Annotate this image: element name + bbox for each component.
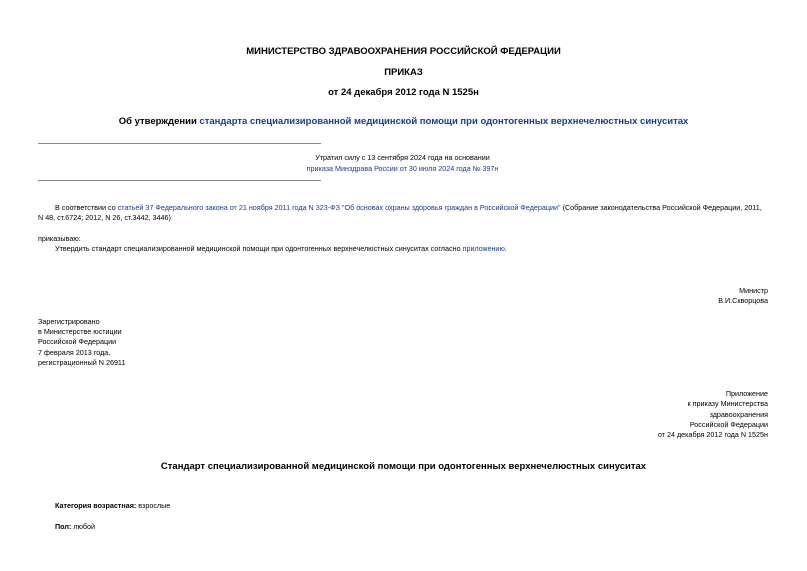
title-prefix: Об утверждении [118,116,200,127]
basis-paragraph-line2: N 48, ст.6724; 2012, N 26, ст.3442, 3446) [38,213,171,222]
age-category-label: Категория возрастная: [55,501,137,510]
order-date: от 24 декабря 2012 года N 1525н [328,87,479,98]
basis-suffix: (Собрание законодательства Российской Федерации, 2011, [560,203,762,212]
appendix-link[interactable]: приложению [462,244,505,253]
registration-line: 7 февраля 2013 года, [38,348,111,357]
registration-line: в Министерстве юстиции [38,327,122,336]
notice-line: Утратил силу с 13 сентября 2024 года на основании [315,153,490,162]
age-category-value: взрослые [136,501,171,510]
basis-paragraph [55,203,762,213]
federal-law-link[interactable]: статьей 37 Федерального закона от 21 ноября 2011 года N 323-ФЗ "Об основах охраны здоровья граждан в Российской Федерации" [117,203,561,212]
approve-suffix: . [504,244,507,253]
basis-prefix: В соответствии со [55,203,118,212]
order-verb: приказываю: [38,234,81,243]
order-heading: ПРИКАЗ [384,67,423,78]
registration-line: Зарегистрировано [38,317,100,326]
standard-title: Стандарт специализированной медицинской помощи при одонтогенных верхнечелюстных синуситах [160,461,647,472]
appendix-line: Приложение [725,389,768,398]
appendix-line: здравоохранения [709,410,768,419]
sex-category-value: любой [71,522,96,531]
signature-name: В.И.Скворцова [718,296,768,305]
registration-line: регистрационный N 26911 [38,358,126,367]
ministry-heading: МИНИСТЕРСТВО ЗДРАВООХРАНЕНИЯ РОССИЙСКОЙ ФЕДЕРАЦИИ [246,46,561,57]
sex-category-label: Пол: [55,522,72,531]
appendix-line: от 24 декабря 2012 года N 1525н [657,430,768,439]
title-standard-link[interactable]: стандарта специализированной медицинской помощи при одонтогенных верхнечелюстных синуситах [199,116,689,127]
document-title [0,116,807,128]
approve-prefix: Утвердить стандарт специализированной медицинской помощи при одонтогенных верхнечелюстных синуситах согласно [55,244,463,253]
age-category [55,501,170,511]
notice-bottom-divider [38,180,321,181]
notice-top-divider [38,143,321,144]
appendix-line: к приказу Министерства [687,399,768,408]
notice-order-link[interactable]: приказа Минздрава России от 30 июля 2024 года № 397н [306,164,499,173]
sex-category [55,522,95,532]
appendix-line: Российской Федерации [689,420,768,429]
signature-position: Министр [739,286,768,295]
approve-paragraph [55,244,507,254]
registration-line: Российской Федерации [38,337,117,346]
